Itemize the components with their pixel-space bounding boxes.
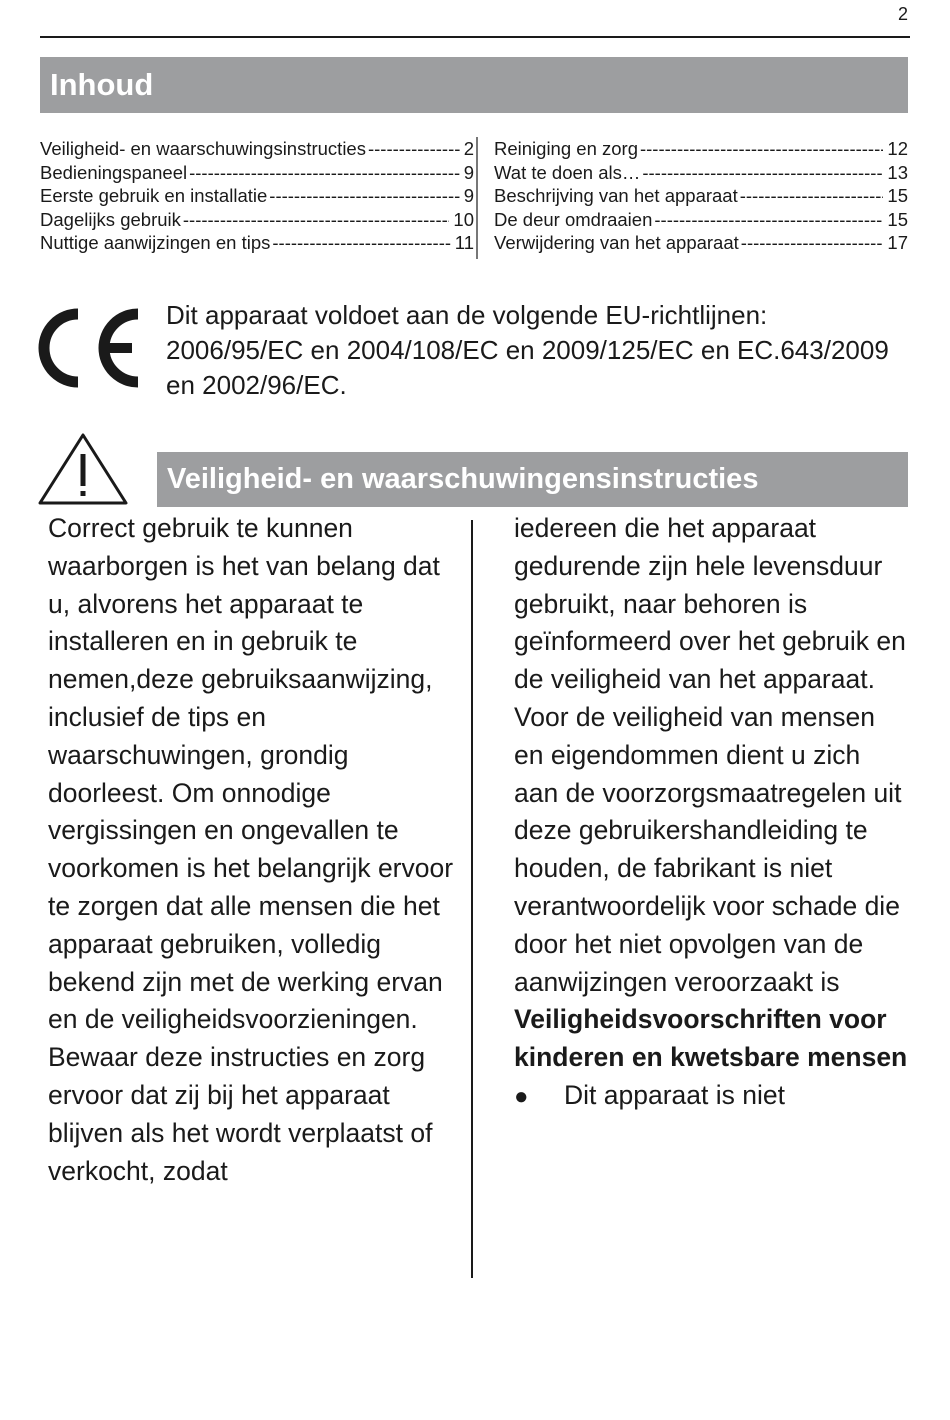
toc-entry[interactable]: Wat te doen als… ----- 13 bbox=[494, 161, 908, 185]
toc-entry[interactable]: Dagelijks gebruik ----- 10 bbox=[40, 208, 474, 232]
safety-paragraph: Bewaar deze instructies en zorg ervoor dat zij bij het apparaat blijven als het wordt verplaatst of verkocht, zodat bbox=[48, 1042, 433, 1186]
safety-paragraph: Voor de veiligheid van mensen en eigendommen dient u zich aan de voorzorgsmaatregelen uit deze gebruikershandleiding te houden, de fabrikant is niet verantwoordelijk voor schade die door het niet opvolgen van de aanwijzingen veroorzaakt is bbox=[514, 701, 902, 997]
toc-entry[interactable]: Beschrijving van het apparaat ----- 15 bbox=[494, 184, 908, 208]
toc-entry[interactable]: Verwijdering van het apparaat ----- 17 bbox=[494, 231, 908, 255]
safety-subheading: Veiligheidsvoorschriften voor kinderen en kwetsbare mensen bbox=[514, 1004, 908, 1073]
safety-heading: Veiligheid- en waarschuwingensinstructies bbox=[157, 452, 908, 507]
page-number: 2 bbox=[897, 4, 908, 24]
toc-entry[interactable]: De deur omdraaien ----- 15 bbox=[494, 208, 908, 232]
toc-divider bbox=[476, 137, 478, 259]
ce-mark-icon bbox=[34, 304, 146, 392]
toc-left-column bbox=[40, 137, 474, 255]
warning-triangle-icon bbox=[36, 430, 130, 508]
toc-entry[interactable]: Reiniging en zorg ----- 12 bbox=[494, 137, 908, 161]
safety-paragraph: Correct gebruik te kunnen waarborgen is het van belang dat u, alvorens het apparaat te installeren en in gebruik te nemen,deze gebruiksaanwijzing, inclusief de tips en waarschuwingen, grondig doorleest. Om onnodige vergissingen en ongevallen te voorkomen is het belangrijk ervoor te zorgen dat alle mensen die het apparaat gebruiken, volledig bekend zijn met de werking ervan en de veiligheidsvoorzieningen. bbox=[48, 513, 454, 1035]
bullet-text: Dit apparaat is niet bbox=[564, 1079, 785, 1110]
list-item bbox=[514, 1077, 909, 1116]
toc-entry[interactable]: Veiligheid- en waarschuwingsinstructies ----- 2 bbox=[40, 137, 474, 161]
safety-left-column bbox=[48, 510, 458, 1190]
ce-compliance-text: Dit apparaat voldoet aan de volgende EU-richtlijnen: 2006/95/EC en 2004/108/EC en 2009/125/EC en EC.643/2009 en 2002/96/EC. bbox=[166, 300, 889, 400]
bullet-icon: ● bbox=[514, 1082, 529, 1110]
safety-right-column bbox=[514, 510, 909, 1116]
column-divider bbox=[471, 520, 473, 1278]
contents-heading: Inhoud bbox=[40, 57, 908, 113]
toc-entry[interactable]: Eerste gebruik en installatie ----- 9 bbox=[40, 184, 474, 208]
toc-entry[interactable]: Bedieningspaneel ----- 9 bbox=[40, 161, 474, 185]
toc-entry[interactable]: Nuttige aanwijzingen en tips ----- 11 bbox=[40, 231, 474, 255]
toc-right-column bbox=[494, 137, 908, 255]
safety-paragraph: iedereen die het apparaat gedurende zijn hele levensduur gebruikt, naar behoren is geïnformeerd over het gebruik en de veiligheid van het apparaat. bbox=[514, 513, 906, 695]
header-rule bbox=[40, 36, 910, 38]
